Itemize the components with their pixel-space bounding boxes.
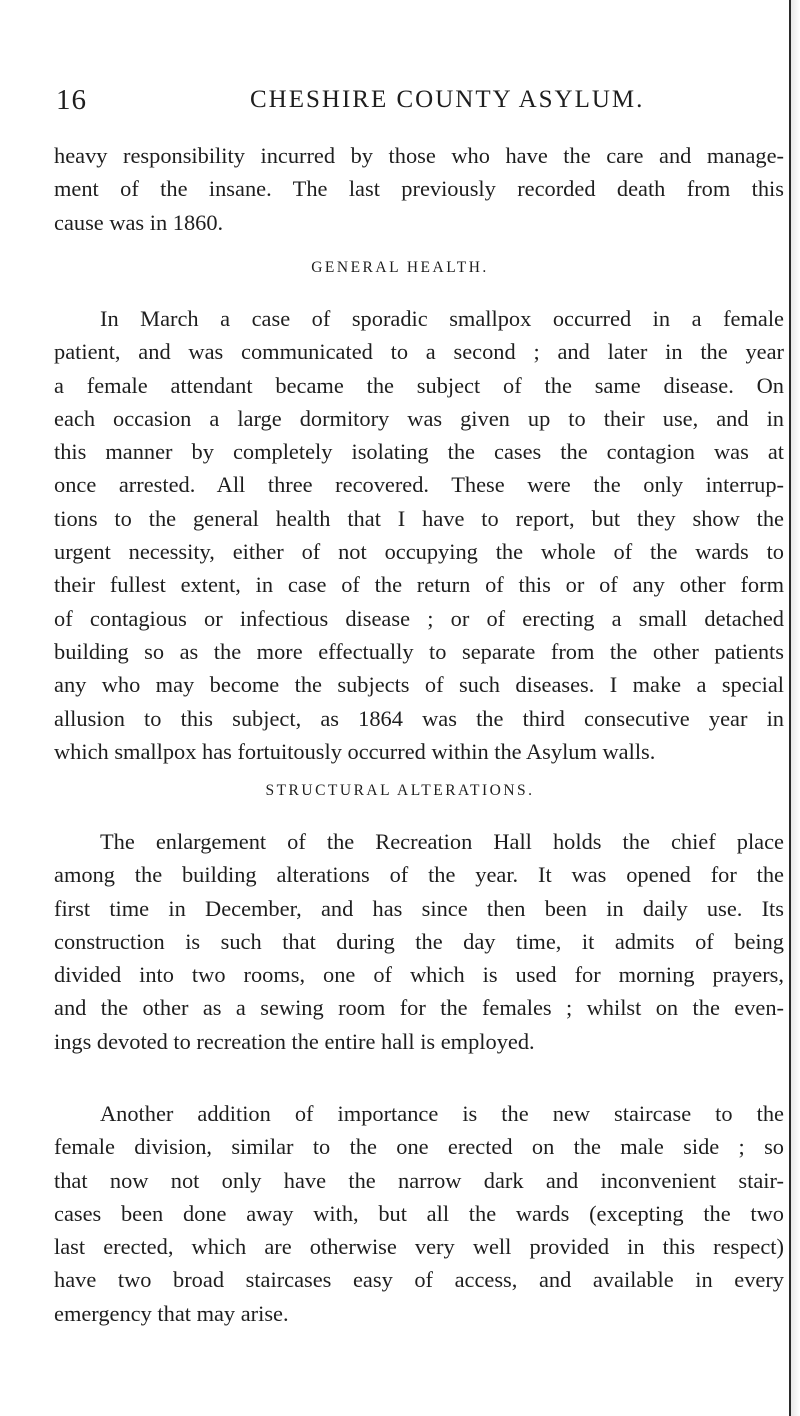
text-line: Another addition of importance is the new staircase to the [100, 1101, 784, 1126]
page-edge [789, 0, 791, 1416]
text-line: among the building alterations of the year. It was opened for the [54, 862, 784, 888]
text-line: of contagious or infectious disease ; or of erecting a small detached [54, 605, 784, 631]
paragraph-general-health [54, 302, 784, 768]
text-line: cause was in 1860. [54, 209, 224, 235]
text-line: their fullest extent, in case of the return of this or of any other form [54, 572, 784, 598]
paragraph-recreation-hall [54, 825, 784, 1058]
paragraph-continuation [54, 139, 784, 239]
text-line: urgent necessity, either of not occupying the whole of the wards to [54, 539, 784, 565]
paragraph-staircase [54, 1097, 784, 1330]
text-line: divided into two rooms, one of which is used for morning prayers, [54, 962, 784, 988]
text-line: last erected, which are otherwise very well provided in this respect) [54, 1234, 784, 1260]
running-title: CHESHIRE COUNTY ASYLUM. [250, 86, 645, 113]
text-line: heavy responsibility incurred by those who have the care and manage- [54, 143, 784, 168]
text-line: cases been done away with, but all the wards (excepting the two [54, 1200, 784, 1226]
page-number: 16 [56, 84, 87, 116]
page-edge-shadow [791, 0, 800, 1416]
text-line: ings devoted to recreation the entire hall is employed. [54, 1028, 535, 1054]
text-line: female division, similar to the one erected on the male side ; so [54, 1134, 784, 1160]
page-header [54, 84, 774, 124]
text-line: which smallpox has fortuitously occurred within the Asylum walls. [54, 738, 656, 764]
text-line: construction is such that during the day time, it admits of being [54, 928, 784, 954]
text-line: have two broad staircases easy of access, and available in every [54, 1267, 784, 1293]
text-line: once arrested. All three recovered. These were the only interrup- [54, 472, 784, 498]
text-line: any who may become the subjects of such diseases. I make a special [54, 672, 784, 698]
text-line: that now not only have the narrow dark and inconvenient stair- [54, 1167, 784, 1193]
section-heading-general-health: GENERAL HEALTH. [311, 259, 489, 276]
text-line: The enlargement of the Recreation Hall holds the chief place [100, 829, 784, 854]
text-line: ment of the insane. The last previously recorded death from this [54, 176, 784, 202]
section-heading-structural-alterations: STRUCTURAL ALTERATIONS. [265, 782, 535, 799]
text-line: first time in December, and has since then been in daily use. Its [54, 895, 784, 921]
text-line: each occasion a large dormitory was given up to their use, and in [54, 405, 784, 431]
text-line: building so as the more effectually to separate from the other patients [54, 638, 784, 664]
text-line: this manner by completely isolating the cases the contagion was at [54, 439, 784, 465]
text-line: In March a case of sporadic smallpox occurred in a female [100, 306, 784, 331]
text-line: allusion to this subject, as 1864 was the third consecutive year in [54, 705, 784, 731]
text-line: patient, and was communicated to a second ; and later in the year [54, 339, 784, 365]
text-line: tions to the general health that I have to report, but they show the [54, 505, 784, 531]
text-line: and the other as a sewing room for the females ; whilst on the even- [54, 995, 784, 1021]
text-line: emergency that may arise. [54, 1300, 289, 1326]
text-line: a female attendant became the subject of the same disease. On [54, 372, 784, 398]
